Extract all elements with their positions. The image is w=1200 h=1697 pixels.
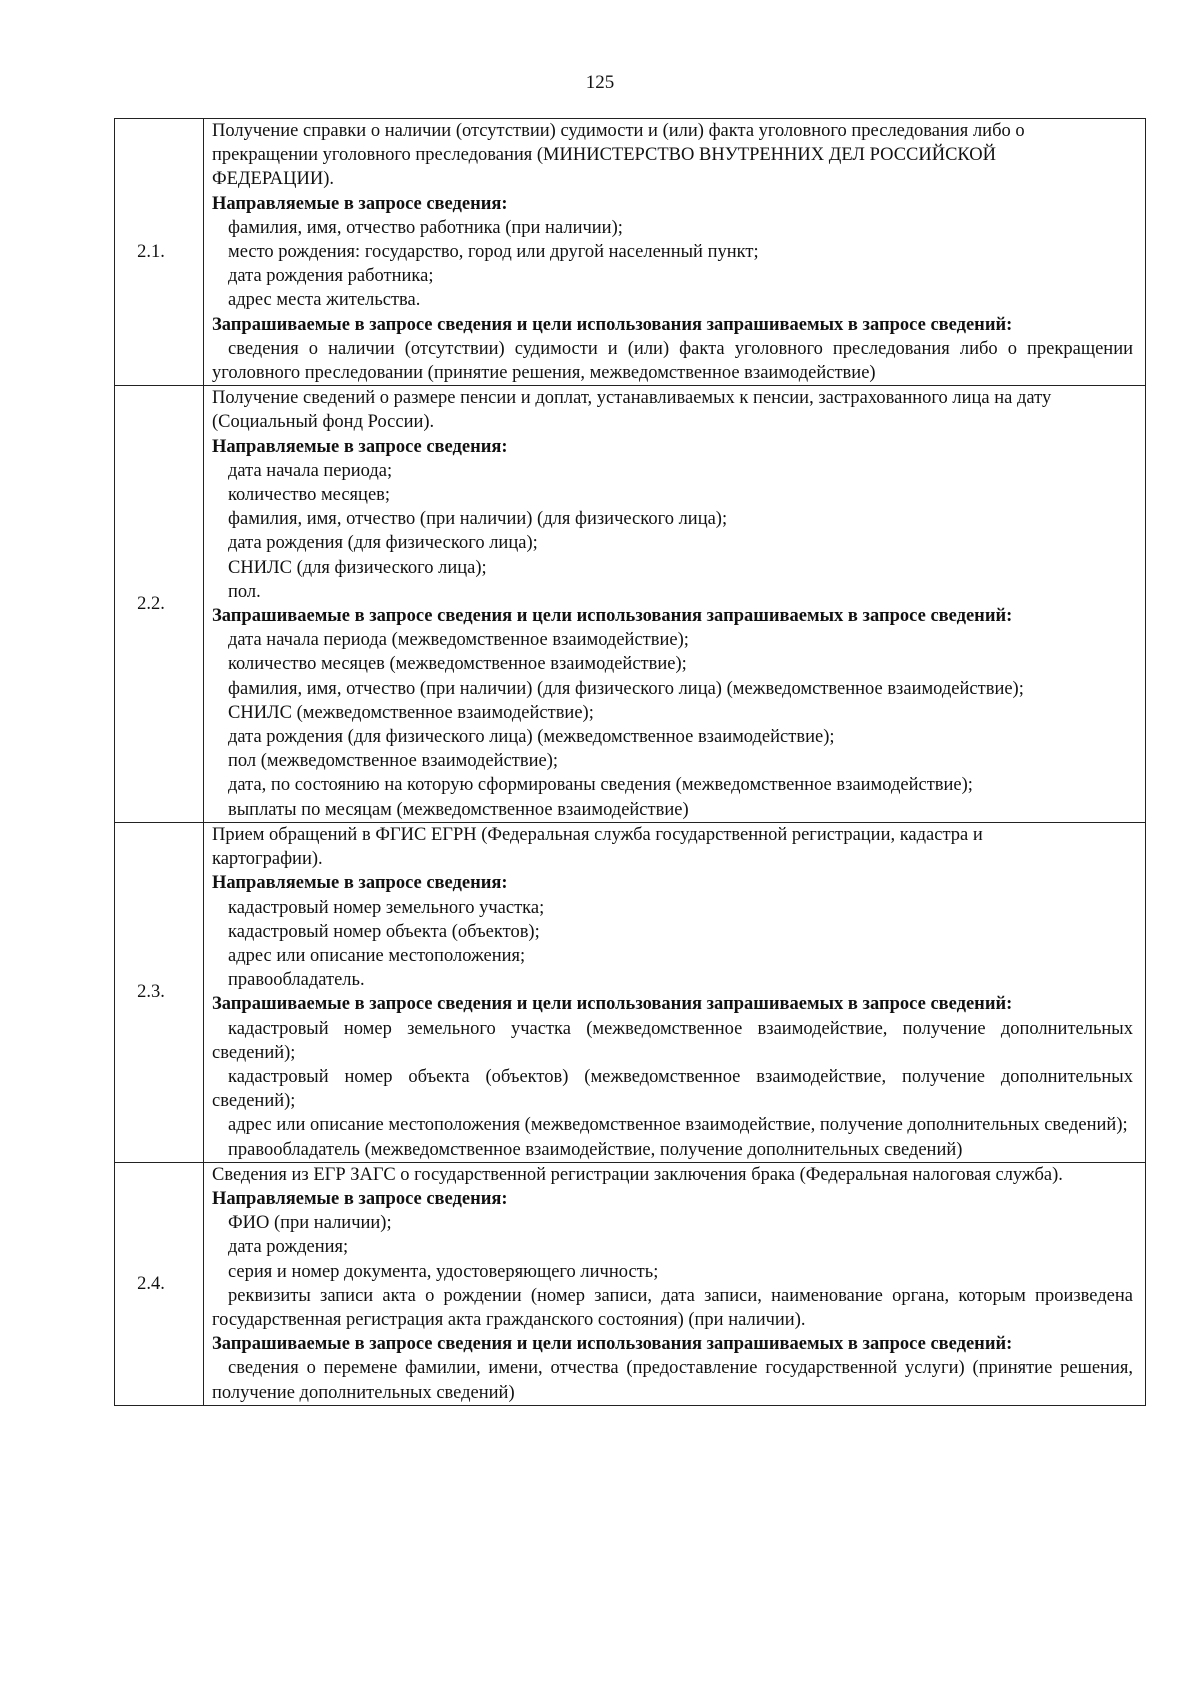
requested-item: фамилия, имя, отчество (при наличии) (для физического лица) (межведомственное взаимодействие);	[228, 678, 1024, 699]
requested-item: правообладатель (межведомственное взаимодействие, получение дополнительных сведений)	[228, 1139, 963, 1160]
row-title-line: (Социальный фонд России).	[212, 412, 435, 433]
sent-heading: Направляемые в запросе сведения:	[212, 1188, 508, 1209]
row-title-line: ФЕДЕРАЦИИ).	[212, 169, 334, 190]
sent-item: адрес места жительства.	[228, 290, 421, 311]
row-title-line: Сведения из ЕГР ЗАГС о государственной регистрации заключения брака (Федеральная налоговая служба).	[212, 1164, 1063, 1185]
sent-item: ФИО (при наличии);	[228, 1213, 392, 1234]
sent-item: дата рождения;	[228, 1237, 349, 1258]
sent-item: фамилия, имя, отчество (при наличии) (для физического лица);	[228, 509, 728, 530]
requests-table	[114, 118, 1146, 1406]
requested-item: сведения о наличии (отсутствии) судимости и (или) факта уголовного преследования либо о прекращении уголовного преследовании (принятие решения, межведомственное взаимодействие)	[212, 338, 1133, 384]
sent-item: дата начала периода;	[228, 460, 393, 481]
requested-item: выплаты по месяцам (межведомственное взаимодействие)	[228, 799, 689, 820]
sent-heading: Направляемые в запросе сведения:	[212, 436, 508, 457]
row-number: 2.3.	[115, 822, 204, 1162]
sent-item: кадастровый номер земельного участка;	[228, 897, 545, 918]
sent-heading: Направляемые в запросе сведения:	[212, 873, 508, 894]
requested-item: кадастровый номер земельного участка (межведомственное взаимодействие, получение дополнительных сведений);	[212, 1018, 1133, 1063]
table-row	[115, 822, 1146, 1162]
sent-item: дата рождения работника;	[228, 266, 434, 287]
page-number: 125	[585, 72, 615, 93]
sent-item: место рождения: государство, город или другой населенный пункт;	[228, 242, 759, 263]
requested-heading: Запрашиваемые в запросе сведения и цели использования запрашиваемых в запросе сведений:	[212, 1334, 1013, 1355]
row-title-line: прекращении уголовного преследования (МИНИСТЕРСТВО ВНУТРЕННИХ ДЕЛ РОССИЙСКОЙ	[212, 145, 997, 166]
requested-item: дата, по состоянию на которую сформированы сведения (межведомственное взаимодействие);	[228, 775, 973, 796]
row-title-line: Получение сведений о размере пенсии и доплат, устанавливаемых к пенсии, застрахованного лица на дату	[212, 388, 1052, 409]
requested-item: сведения о перемене фамилии, имени, отчества (предоставление государственной услуги) (принятие решения, получение дополнительных сведений)	[212, 1358, 1133, 1403]
sent-item: правообладатель.	[228, 970, 365, 991]
requested-item: пол (межведомственное взаимодействие);	[228, 751, 559, 772]
table-row	[115, 119, 1146, 386]
sent-item: серия и номер документа, удостоверяющего личность;	[228, 1261, 659, 1282]
row-title-line: Прием обращений в ФГИС ЕГРН (Федеральная служба государственной регистрации, кадастра и	[212, 824, 983, 845]
requested-item: дата начала периода (межведомственное взаимодействие);	[228, 630, 689, 651]
requested-item: адрес или описание местоположения (межведомственное взаимодействие, получение дополнительных сведений);	[228, 1115, 1128, 1136]
row-content	[204, 386, 1146, 823]
requested-heading: Запрашиваемые в запросе сведения и цели использования запрашиваемых в запросе сведений:	[212, 314, 1013, 335]
sent-item: дата рождения (для физического лица);	[228, 533, 538, 554]
row-number: 2.1.	[115, 119, 204, 386]
requested-item: СНИЛС (межведомственное взаимодействие);	[228, 702, 594, 723]
requested-item: количество месяцев (межведомственное взаимодействие);	[228, 654, 687, 675]
row-number: 2.2.	[115, 386, 204, 823]
row-content	[204, 119, 1146, 386]
requested-item: дата рождения (для физического лица) (межведомственное взаимодействие);	[228, 727, 835, 748]
requested-heading: Запрашиваемые в запросе сведения и цели использования запрашиваемых в запросе сведений:	[212, 994, 1013, 1015]
sent-item: реквизиты записи акта о рождении (номер записи, дата записи, наименование органа, которым произведена государственная регистрация акта гражданского состояния) (при наличии).	[212, 1285, 1133, 1330]
requested-heading: Запрашиваемые в запросе сведения и цели использования запрашиваемых в запросе сведений:	[212, 606, 1013, 627]
row-content	[204, 822, 1146, 1162]
row-title-line: картографии).	[212, 849, 323, 870]
row-title-line: Получение справки о наличии (отсутствии) судимости и (или) факта уголовного преследования либо о	[212, 121, 1025, 141]
table-row	[115, 1162, 1146, 1405]
sent-item: пол.	[228, 581, 261, 602]
requested-item: кадастровый номер объекта (объектов) (межведомственное взаимодействие, получение дополнительных сведений);	[212, 1066, 1133, 1112]
sent-heading: Направляемые в запросе сведения:	[212, 193, 508, 214]
sent-item: фамилия, имя, отчество работника (при наличии);	[228, 217, 623, 238]
sent-item: адрес или описание местоположения;	[228, 945, 526, 966]
sent-item: СНИЛС (для физического лица);	[228, 557, 487, 578]
row-number: 2.4.	[115, 1162, 204, 1405]
row-content	[204, 1162, 1146, 1405]
sent-item: количество месяцев;	[228, 485, 391, 506]
sent-item: кадастровый номер объекта (объектов);	[228, 921, 540, 942]
table-row	[115, 386, 1146, 823]
